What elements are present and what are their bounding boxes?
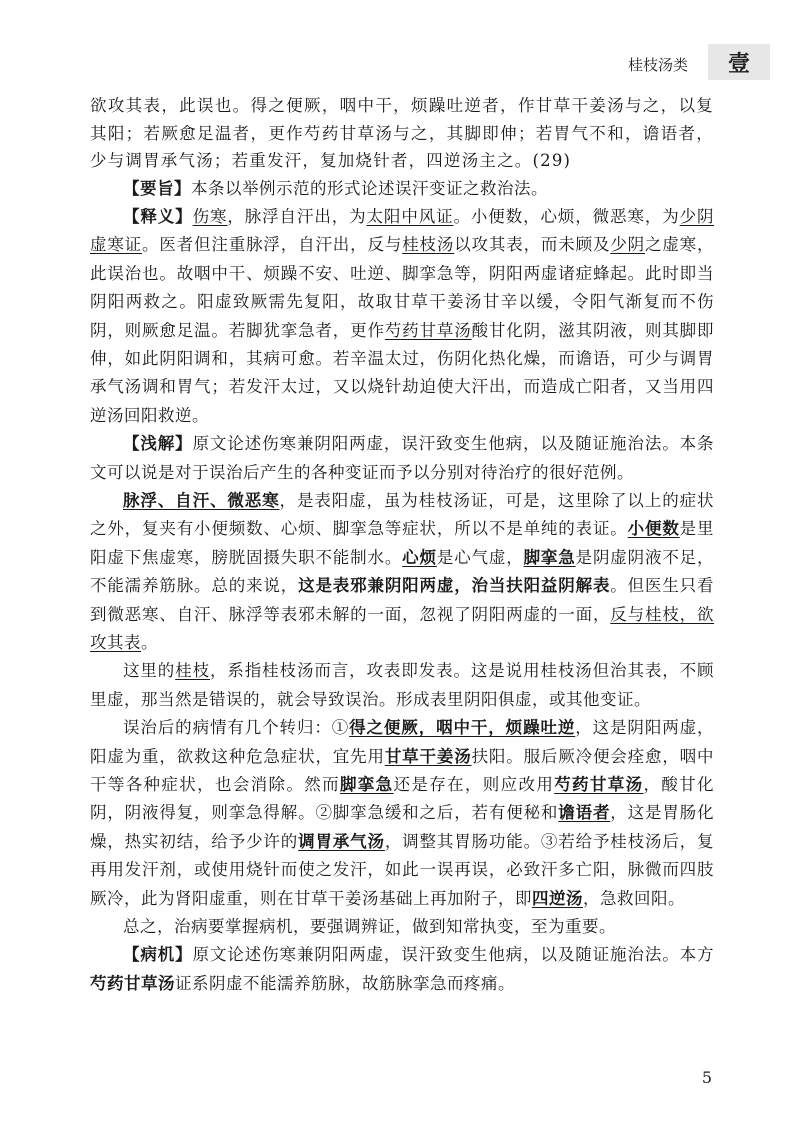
term-fan-yu-guizhi: 反与桂枝，欲攻其表 [90, 604, 715, 652]
shiyi-text-1: ，脉浮自汗出，为 [227, 206, 367, 226]
p5-text-5: ，酸甘化阴，阴液得复，则挛急得解。②脚挛急缓和之后，若有便秘和 [90, 775, 715, 823]
bingji-text-2: 证系阴虚不能濡养筋脉，故筋脉挛急而疼痛。 [175, 973, 515, 993]
shiyi-term-shanghan: 伤寒 [192, 206, 228, 226]
term-jiao-luanji-2: 脚挛急 [339, 775, 394, 795]
term-shaoyao-gancao-2: 芍药甘草汤 [90, 973, 175, 993]
shiyi-term-guizhitang: 桂枝汤 [402, 235, 455, 255]
chapter-badge: 壹 [708, 44, 770, 80]
term-jiao-luanji: 脚挛急 [523, 547, 576, 567]
p5-text-7: ，调整其胃肠功能。③若给予桂枝汤后，复再用发汗剂，或使用烧针而使之发汗，如此一误再误，必致汗多亡阳，脉微而四肢厥冷，此为肾阳虚重，则在甘草干姜汤基础上再加附子，即 [90, 831, 715, 908]
term-conclusion: 这是表邪兼阴阳两虚，治当扶阳益阴解表 [298, 576, 611, 596]
p5-text-2: ，这是阴阳两虚，阳虚为重，欲救这种危急症状，宜先用 [90, 718, 715, 766]
p3-text-1: ，是表阳虚，虽为桂枝汤证，可是，这里除了以上的症状之外，复夹有小便频数、心烦、脚挛急等症状，所以不是单纯的表证。 [90, 490, 715, 539]
qianjie-label: 【浅解】 [123, 434, 193, 454]
p3-text-5: 。但医生只看到微恶寒、自汗、脉浮等表邪未解的一面，忽视了阴阳两虚的一面， [90, 576, 715, 624]
shiyi-term-shaoyin: 少阴 [610, 235, 645, 255]
p3-text-2: 是里阳虚下焦虚寒，膀胱固摄失职不能制水。 [90, 519, 715, 567]
p3-text-6: 。 [141, 633, 158, 652]
p5-text-3: 扶阳。服后厥冷便会痊愈，咽中干等各种症状，也会消除。然而 [90, 746, 715, 795]
term-xinfan: 心烦 [402, 547, 437, 567]
p4-text-2: ，系指桂枝汤而言，攻表即发表。这是说用桂枝汤但治其表，不顾里虚，那当然是错误的，就会导致误治。形成表里阴阳俱虚，或其他变证。 [90, 661, 715, 709]
p5-text-6: ，这是胃肠化燥，热实初结，给予少许的 [90, 803, 715, 851]
qianjie-paragraph [90, 430, 714, 487]
term-mai-fu: 脉浮、自汗、微恶寒 [123, 490, 280, 510]
p3-text-4: 是阴虚阴液不足，不能濡养筋脉。总的来说， [90, 547, 715, 596]
shiyi-text-4: 以攻其表，而未顾及 [454, 235, 611, 255]
summary-paragraph: 总之，治病要掌握病机，要强调辨证，做到知常执变，至为重要。 [123, 917, 616, 937]
original-text: 欲攻其表，此误也。得之便厥，咽中干，烦躁吐逆者，作甘草干姜汤与之，以复其阳；若厥愈足温者，更作芍药甘草汤与之，其脚即伸；若胃气不和，谵语者，少与调胃承气汤；若重发汗，复加烧针者，四逆汤主之。(29) [90, 96, 714, 170]
term-guizhi: 桂枝 [175, 661, 210, 681]
yaozhi-text: 本条以举例示范的形式论述误汗变证之救治法。 [191, 178, 548, 198]
shiyi-text-2: 。小便数，心烦，微恶寒，为 [453, 206, 680, 226]
term-zhanyu: 谵语者 [558, 803, 611, 823]
analysis-paragraph-3 [90, 714, 714, 913]
analysis-paragraph-2 [90, 657, 714, 714]
shiyi-paragraph [90, 203, 714, 430]
page-body [90, 92, 714, 998]
p5-text-8: ，急救回阳。 [583, 888, 685, 908]
shiyi-label: 【释义】 [123, 206, 193, 226]
shiyi-text-5: 之虚寒，此误治也。故咽中干、烦躁不安、吐逆、脚挛急等，阴阳两虚诸症蜂起。此时即当阴阳两救之。阳虚致厥需先复阳，故取甘草干姜汤甘辛以缓，令阳气渐复而不伤阴，则厥愈足温。若脚犹挛急者，更作 [90, 235, 715, 340]
bingji-text-1: 原文论述伤寒兼阴阳两虚，误汗致变生他病，以及随证施治法。本方 [192, 945, 715, 965]
p5-text-4: 还是存在，则应改用 [393, 775, 555, 795]
term-shaoyao-gancao: 芍药甘草汤 [554, 775, 644, 795]
term-gancao-ganjiang: 甘草干姜汤 [384, 746, 472, 766]
term-tiaowei-chengqi: 调胃承气汤 [298, 831, 385, 851]
p3-text-3: 是心气虚， [436, 547, 524, 567]
yaozhi-paragraph [90, 175, 714, 203]
qianjie-text: 原文论述伤寒兼阴阳两虚，误汗致变生他病，以及随证施治法。本条文可以说是对于误治后产生的各种变证而予以分别对待治疗的很好范例。 [90, 434, 715, 482]
p5-text-1: 误治后的病情有几个转归：① [123, 718, 350, 738]
bingji-paragraph [90, 941, 714, 998]
shiyi-text-3: 。医者但注重脉浮，自汗出，反与 [142, 235, 403, 255]
term-sini: 四逆汤 [532, 888, 583, 908]
term-jue: 得之便厥，咽中干，烦躁吐逆 [349, 718, 576, 738]
shiyi-term-taiyang: 太阳中风证 [366, 206, 454, 226]
p4-text-1: 这里的 [123, 661, 176, 681]
shiyi-text-6: 酸甘化阴，滋其阴液，则其脚即伸，如此阴阳调和，其病可愈。若辛温太过，伤阴化热化燥，而谵语，可少与调胃承气汤调和胃气；若发汗太过，又以烧针劫迫使大汗出，而造成亡阳者，又当用四逆汤回阳救逆。 [90, 320, 715, 425]
header-section-title: 桂枝汤类 [627, 56, 688, 74]
bingji-label: 【病机】 [123, 945, 193, 965]
yaozhi-label: 【要旨】 [123, 178, 191, 198]
shiyi-term-shaoyin-xuhan: 少阴虚寒证 [90, 206, 715, 255]
shiyi-term-shaoyao: 芍药甘草汤 [384, 320, 472, 340]
page-number: 5 [701, 1068, 712, 1087]
term-xiaobian-shu: 小便数 [627, 519, 680, 539]
analysis-paragraph-1 [90, 487, 714, 657]
